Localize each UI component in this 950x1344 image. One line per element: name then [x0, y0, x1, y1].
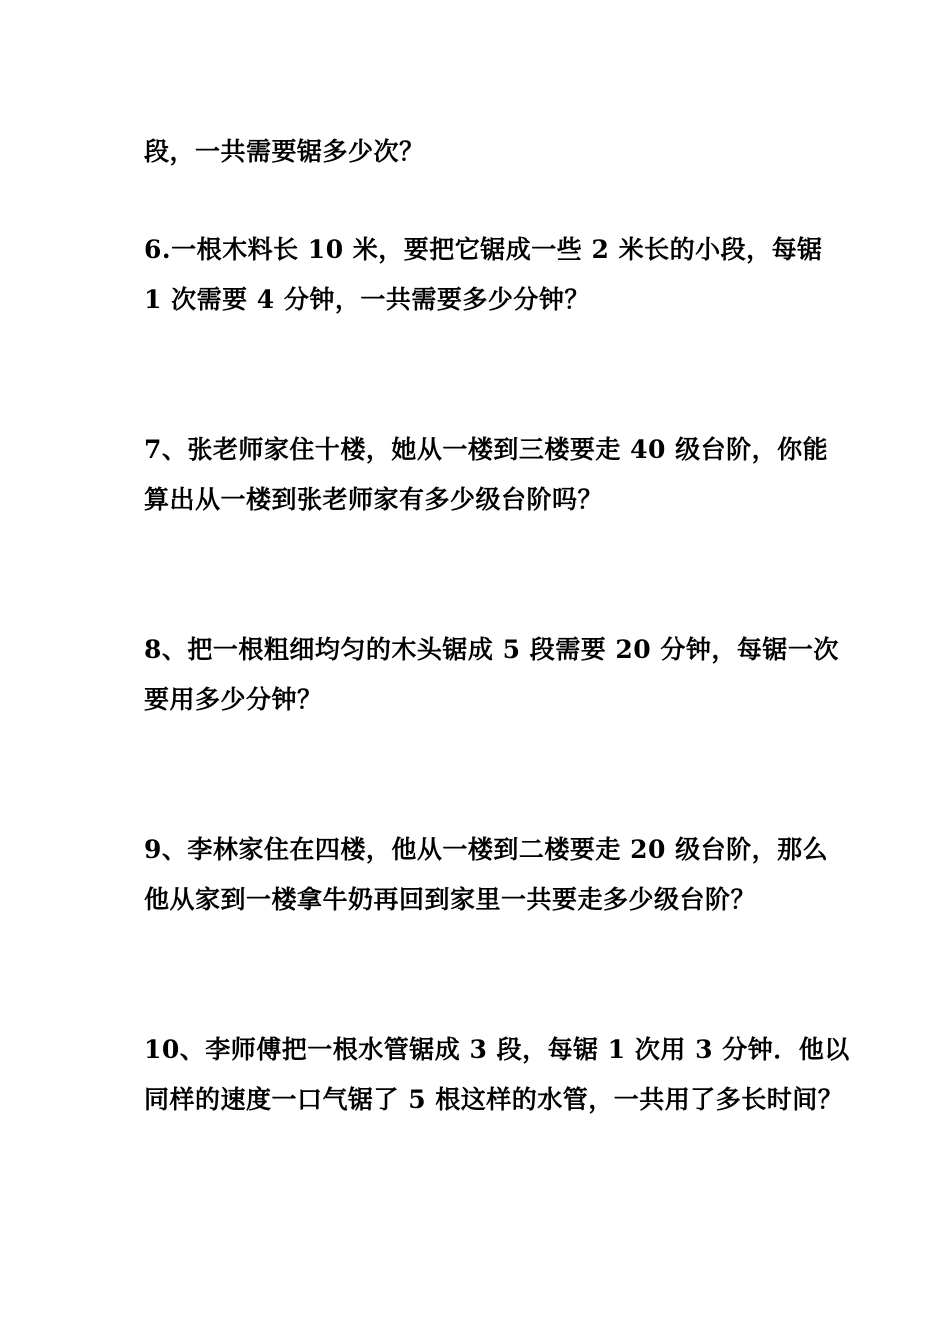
problem-7-line-2: 算出从一楼到张老师家有多少级台阶吗？ — [144, 485, 604, 514]
problem-8-line-1: 8、把一根粗细均匀的木头锯成 5 段需要 20 分钟，每锯一次 — [144, 635, 839, 664]
problem-5-continuation: 段，一共需要锯多少次？ — [144, 137, 425, 166]
problem-10-line-1: 10、李师傅把一根水管锯成 3 段，每锯 1 次用 3 分钟．他以 — [144, 1035, 850, 1064]
problem-8-line-2: 要用多少分钟？ — [144, 685, 323, 714]
problem-10-line-2: 同样的速度一口气锯了 5 根这样的水管，一共用了多长时间？ — [144, 1085, 844, 1114]
problem-7-line-1: 7、张老师家住十楼，她从一楼到三楼要走 40 级台阶，你能 — [144, 435, 829, 464]
problem-6-line-2: 1 次需要 4 分钟，一共需要多少分钟？ — [144, 285, 590, 314]
problem-9-line-2: 他从家到一楼拿牛奶再回到家里一共要走多少级台阶？ — [144, 885, 757, 914]
problem-6-line-1: 6.一根木料长 10 米，要把它锯成一些 2 米长的小段，每锯 — [144, 235, 823, 264]
problem-9-line-1: 9、李林家住在四楼，他从一楼到二楼要走 20 级台阶，那么 — [144, 835, 829, 864]
